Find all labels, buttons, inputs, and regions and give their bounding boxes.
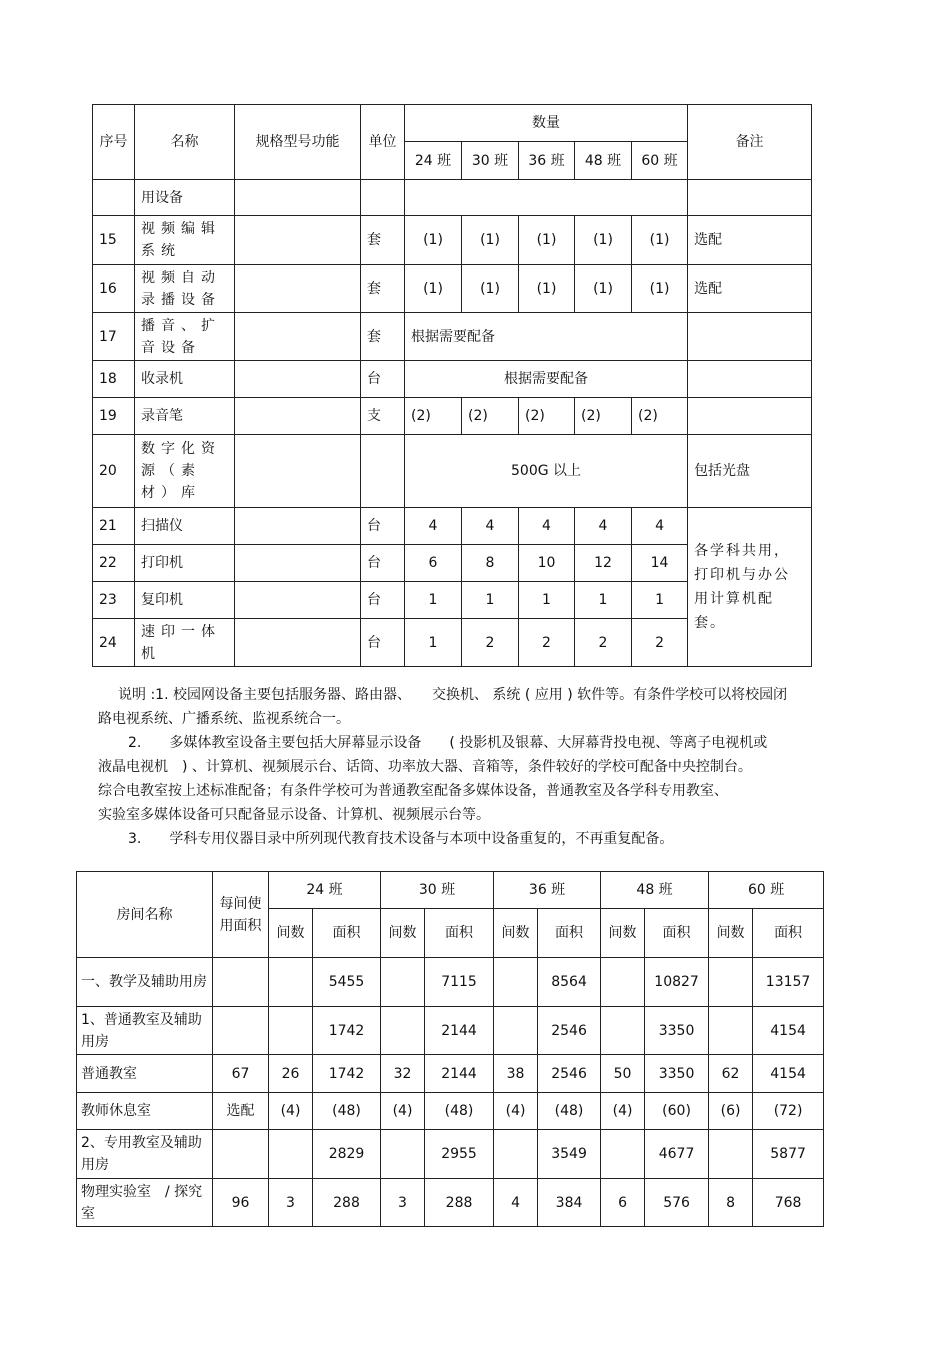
cell-no: 23 [93, 582, 135, 619]
cell-name: 视频编辑系统 [135, 216, 235, 265]
cell-name: 打印机 [135, 545, 235, 582]
header-count: 间数 [709, 909, 753, 958]
cell-per-area [213, 958, 269, 1007]
cell-qty-merged: 500G 以上 [405, 435, 688, 508]
table-row [77, 1093, 824, 1130]
cell-qty: 4 [575, 508, 632, 545]
cell-count: 50 [601, 1055, 645, 1093]
cell-count [381, 958, 425, 1007]
cell-spec [235, 216, 361, 265]
table-row [93, 508, 812, 545]
cell-unit: 台 [361, 582, 405, 619]
room-area-table [76, 871, 824, 1227]
header-count: 间数 [381, 909, 425, 958]
cell-per-area [213, 1130, 269, 1179]
cell-room: 普通教室 [77, 1055, 213, 1093]
cell-count [381, 1007, 425, 1055]
cell-area: 3350 [645, 1007, 709, 1055]
cell-count: 38 [494, 1055, 538, 1093]
table-row [93, 313, 812, 361]
cell-qty: 14 [632, 545, 688, 582]
cell-count: (4) [381, 1093, 425, 1130]
table-row [93, 398, 812, 435]
cell-qty: (2) [519, 398, 575, 435]
cell-area: (48) [538, 1093, 601, 1130]
cell-qty: 4 [462, 508, 519, 545]
cell-qty: 4 [519, 508, 575, 545]
cell-qty: (1) [575, 216, 632, 265]
cell-no: 17 [93, 313, 135, 361]
cell-area: 1742 [313, 1055, 381, 1093]
cell-qty-merged: 根据需要配备 [405, 361, 688, 398]
table-row [77, 958, 824, 1007]
cell-spec [235, 313, 361, 361]
table-row [77, 1179, 824, 1227]
cell-area: 768 [753, 1179, 824, 1227]
cell-qty: 1 [462, 582, 519, 619]
cell-qty: (2) [405, 398, 462, 435]
cell-unit: 套 [361, 313, 405, 361]
cell-count [381, 1130, 425, 1179]
cell-count [601, 1007, 645, 1055]
cell-area: 2955 [425, 1130, 494, 1179]
cell-room: 2、专用教室及辅助用房 [77, 1130, 213, 1179]
header-class: 60 班 [632, 142, 688, 180]
cell-name: 复印机 [135, 582, 235, 619]
cell-remark: 选配 [688, 216, 812, 265]
cell-count: 8 [709, 1179, 753, 1227]
header-remark: 备注 [688, 105, 812, 180]
cell-area: 4677 [645, 1130, 709, 1179]
cell-name: 数字化资源（素材）库 [135, 435, 235, 508]
header-qty: 数量 [405, 105, 688, 142]
cell-area: 13157 [753, 958, 824, 1007]
cell-per-area: 67 [213, 1055, 269, 1093]
cell-name: 录音笔 [135, 398, 235, 435]
cell-unit: 套 [361, 265, 405, 313]
cell-no: 22 [93, 545, 135, 582]
cell-spec [235, 582, 361, 619]
cell-area: 576 [645, 1179, 709, 1227]
cell-area: (48) [313, 1093, 381, 1130]
header-class: 30 班 [381, 872, 494, 909]
cell-qty: 12 [575, 545, 632, 582]
cell-qty: (1) [405, 265, 462, 313]
cell-no: 24 [93, 619, 135, 667]
cell-spec [235, 508, 361, 545]
cell-remark: 选配 [688, 265, 812, 313]
cell-name: 扫描仪 [135, 508, 235, 545]
cell-area: 3549 [538, 1130, 601, 1179]
cell-count [494, 1007, 538, 1055]
cell-qty: (1) [632, 265, 688, 313]
cell-name: 收录机 [135, 361, 235, 398]
cell-no: 21 [93, 508, 135, 545]
cell-area: 10827 [645, 958, 709, 1007]
cell-area: 3350 [645, 1055, 709, 1093]
cell-area: 5455 [313, 958, 381, 1007]
cell-count [709, 1130, 753, 1179]
header-class: 24 班 [405, 142, 462, 180]
cell-unit: 台 [361, 619, 405, 667]
table-row [93, 216, 812, 265]
cell-count [601, 1130, 645, 1179]
cell-no: 18 [93, 361, 135, 398]
table-row [77, 1130, 824, 1179]
cell-qty: 2 [575, 619, 632, 667]
table-row [93, 361, 812, 398]
header-area: 面积 [645, 909, 709, 958]
cell-area: 4154 [753, 1007, 824, 1055]
cell-count: (4) [494, 1093, 538, 1130]
header-area: 面积 [313, 909, 381, 958]
table-row [93, 435, 812, 508]
cell-area: 2144 [425, 1007, 494, 1055]
cell-qty: (1) [519, 216, 575, 265]
cell-count: 3 [269, 1179, 313, 1227]
header-spec: 规格型号功能 [235, 105, 361, 180]
cell-room: 教师休息室 [77, 1093, 213, 1130]
header-class: 30 班 [462, 142, 519, 180]
cell-count: 4 [494, 1179, 538, 1227]
cell-qty-merged: 根据需要配备 [405, 313, 688, 361]
cell-area: 5877 [753, 1130, 824, 1179]
note-line: 3. 学科专用仪器目录中所列现代教育技术设备与本项中设备重复的，不再重复配备。 [128, 831, 674, 847]
cell-qty: 2 [519, 619, 575, 667]
cell-unit: 台 [361, 545, 405, 582]
header-room: 房间名称 [77, 872, 213, 958]
cell-qty: 1 [405, 582, 462, 619]
cell-area: 2546 [538, 1007, 601, 1055]
cell-count [269, 958, 313, 1007]
cell-room: 一、教学及辅助用房 [77, 958, 213, 1007]
cell-unit: 台 [361, 361, 405, 398]
cell-no: 15 [93, 216, 135, 265]
cell-area: 4154 [753, 1055, 824, 1093]
cell-qty [405, 180, 688, 216]
cell-area: (60) [645, 1093, 709, 1130]
cell-unit [361, 435, 405, 508]
note-line: 实验室多媒体设备可只配备显示设备、计算机、视频展示台等。 [98, 807, 490, 823]
cell-count [709, 1007, 753, 1055]
cell-qty: 2 [632, 619, 688, 667]
cell-no: 19 [93, 398, 135, 435]
cell-count: (4) [269, 1093, 313, 1130]
cell-count: (6) [709, 1093, 753, 1130]
cell-area: (48) [425, 1093, 494, 1130]
cell-qty: 4 [405, 508, 462, 545]
cell-per-area: 96 [213, 1179, 269, 1227]
cell-qty: (1) [462, 265, 519, 313]
note-line: 路电视系统、广播系统、监视系统合一。 [98, 711, 350, 727]
cell-spec [235, 545, 361, 582]
header-class: 36 班 [519, 142, 575, 180]
cell-qty: (1) [632, 216, 688, 265]
header-count: 间数 [601, 909, 645, 958]
header-class: 48 班 [575, 142, 632, 180]
cell-remark [688, 180, 812, 216]
cell-area: 2829 [313, 1130, 381, 1179]
cell-unit: 台 [361, 508, 405, 545]
cell-spec [235, 180, 361, 216]
cell-unit: 套 [361, 216, 405, 265]
equipment-table [92, 104, 812, 667]
cell-qty: (1) [575, 265, 632, 313]
cell-remark: 包括光盘 [688, 435, 812, 508]
cell-qty: 10 [519, 545, 575, 582]
cell-area: 288 [313, 1179, 381, 1227]
header-class: 48 班 [601, 872, 709, 909]
note-line: 综合电教室按上述标准配备；有条件学校可为普通教室配备多媒体设备，普通教室及各学科专用教室、 [98, 783, 728, 799]
cell-name: 播音、扩音设备 [135, 313, 235, 361]
table-row [77, 1055, 824, 1093]
cell-count [269, 1007, 313, 1055]
cell-qty: (1) [519, 265, 575, 313]
cell-no: 16 [93, 265, 135, 313]
cell-name: 速印一体机 [135, 619, 235, 667]
header-area: 面积 [425, 909, 494, 958]
cell-name: 视频自动录播设备 [135, 265, 235, 313]
cell-count [269, 1130, 313, 1179]
header-name: 名称 [135, 105, 235, 180]
cell-remark [688, 361, 812, 398]
cell-area: 384 [538, 1179, 601, 1227]
header-seq: 序号 [93, 105, 135, 180]
header-area: 面积 [538, 909, 601, 958]
cell-area: 1742 [313, 1007, 381, 1055]
header-class: 60 班 [709, 872, 824, 909]
cell-qty: 2 [462, 619, 519, 667]
header-count: 间数 [494, 909, 538, 958]
cell-area: 2144 [425, 1055, 494, 1093]
cell-per-area: 选配 [213, 1093, 269, 1130]
cell-unit: 支 [361, 398, 405, 435]
cell-count [709, 958, 753, 1007]
cell-qty: 1 [405, 619, 462, 667]
cell-count: (4) [601, 1093, 645, 1130]
cell-remark [688, 313, 812, 361]
header-count: 间数 [269, 909, 313, 958]
cell-count: 62 [709, 1055, 753, 1093]
cell-room: 1、普通教室及辅助用房 [77, 1007, 213, 1055]
cell-area: 2546 [538, 1055, 601, 1093]
header-unit: 单位 [361, 105, 405, 180]
cell-qty: (1) [462, 216, 519, 265]
cell-spec [235, 265, 361, 313]
cell-unit [361, 180, 405, 216]
table-row [93, 180, 812, 216]
notes-section [98, 683, 858, 851]
cell-spec [235, 619, 361, 667]
cell-per-area [213, 1007, 269, 1055]
cell-count: 32 [381, 1055, 425, 1093]
cell-spec [235, 435, 361, 508]
cell-count [494, 1130, 538, 1179]
cell-no: 20 [93, 435, 135, 508]
cell-count [494, 958, 538, 1007]
cell-area: (72) [753, 1093, 824, 1130]
cell-name: 用设备 [135, 180, 235, 216]
cell-spec [235, 361, 361, 398]
cell-area: 7115 [425, 958, 494, 1007]
cell-count: 6 [601, 1179, 645, 1227]
note-line: 2. 多媒体教室设备主要包括大屏幕显示设备 ( 投影机及银幕、大屏幕背投电视、等离子电视机或 [128, 735, 768, 751]
cell-area: 288 [425, 1179, 494, 1227]
cell-qty: 1 [519, 582, 575, 619]
header-area: 面积 [753, 909, 824, 958]
cell-count [601, 958, 645, 1007]
cell-qty: 8 [462, 545, 519, 582]
cell-qty: 1 [575, 582, 632, 619]
cell-count: 26 [269, 1055, 313, 1093]
cell-remark [688, 398, 812, 435]
shared-remark: 各学科共用，打印机与办公用计算机配套。 [688, 508, 812, 667]
note-line: 说明 :1. 校园网设备主要包括服务器、路由器、 交换机、 系统 ( 应用 ) 软件等。有条件学校可以将校园闭 [118, 687, 788, 703]
cell-qty: 4 [632, 508, 688, 545]
table-row [77, 1007, 824, 1055]
header-class: 24 班 [269, 872, 381, 909]
note-line: 液晶电视机 ) 、计算机、视频展示台、话筒、功率放大器、音箱等，条件较好的学校可配备中央控制台。 [98, 759, 752, 775]
cell-count: 3 [381, 1179, 425, 1227]
cell-qty: (1) [405, 216, 462, 265]
cell-qty: (2) [575, 398, 632, 435]
cell-spec [235, 398, 361, 435]
cell-qty: 6 [405, 545, 462, 582]
cell-qty: (2) [632, 398, 688, 435]
cell-area: 8564 [538, 958, 601, 1007]
cell-qty: 1 [632, 582, 688, 619]
header-class: 36 班 [494, 872, 601, 909]
cell-no [93, 180, 135, 216]
cell-qty: (2) [462, 398, 519, 435]
table-row [93, 265, 812, 313]
header-per-area: 每间使用面积 [213, 872, 269, 958]
cell-room: 物理实验室 / 探究室 [77, 1179, 213, 1227]
